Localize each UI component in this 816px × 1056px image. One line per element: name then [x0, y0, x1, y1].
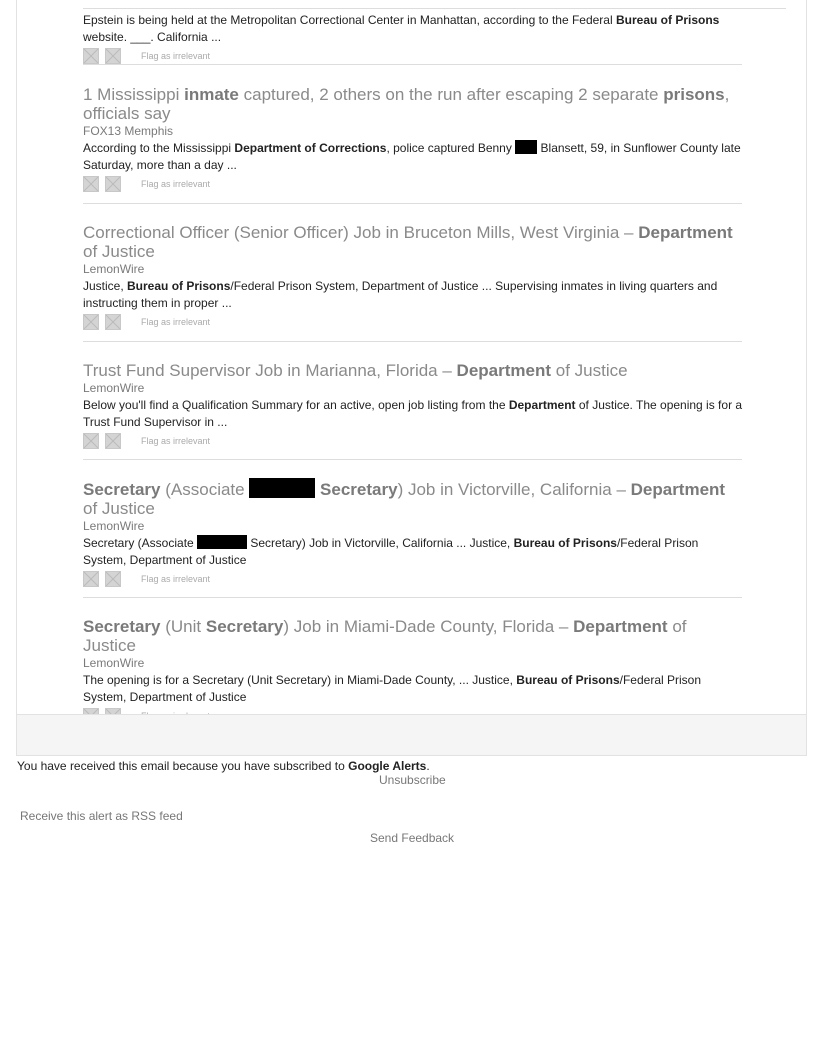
result-item [83, 361, 743, 450]
broken-image-icon[interactable] [105, 571, 121, 587]
divider [83, 64, 742, 65]
result-actions [83, 47, 743, 65]
footer-band [17, 714, 806, 755]
result-source: LemonWire [83, 262, 145, 276]
result-title[interactable]: Trust Fund Supervisor Job in Marianna, Florida – Department of Justice [83, 361, 628, 380]
divider [83, 341, 742, 342]
unsubscribe-link[interactable]: Unsubscribe [379, 773, 446, 787]
result-source: FOX13 Memphis [83, 124, 174, 138]
result-item [83, 85, 743, 193]
result-title[interactable]: Correctional Officer (Senior Officer) Job in Bruceton Mills, West Virginia – Department of Justice [83, 223, 733, 261]
send-feedback-link[interactable]: Send Feedback [370, 831, 455, 845]
flag-irrelevant-link[interactable]: Flag as irrelevant [141, 574, 211, 584]
broken-image-icon[interactable] [83, 571, 99, 587]
broken-image-icon[interactable] [83, 314, 99, 330]
divider [83, 203, 742, 204]
result-item [83, 478, 743, 588]
result-item [83, 223, 743, 331]
flag-irrelevant-link[interactable]: Flag as irrelevant [141, 317, 211, 327]
result-actions [83, 570, 743, 588]
divider [83, 8, 786, 9]
result-title[interactable]: Secretary (Unit Secretary) Job in Miami-Dade County, Florida – Department of Justice [83, 617, 687, 655]
result-snippet: Justice, Bureau of Prisons/Federal Prison System, Department of Justice ... Supervising inmates in living quarters and instructing them in proper ... [83, 279, 718, 310]
flag-irrelevant-link[interactable]: Flag as irrelevant [141, 179, 211, 189]
broken-image-icon[interactable] [105, 48, 121, 64]
result-actions [83, 175, 743, 193]
result-item [83, 12, 743, 65]
result-snippet: The opening is for a Secretary (Unit Secretary) in Miami-Dade County, ... Justice, Bureau of Prisons/Federal Prison System, Department of Justice [83, 673, 702, 704]
result-title[interactable]: 1 Mississippi inmate captured, 2 others on the run after escaping 2 separate prisons, officials say [83, 85, 730, 123]
result-source: LemonWire [83, 656, 145, 670]
result-snippet: Epstein is being held at the Metropolitan Correctional Center in Manhattan, according to the Federal Bureau of Prisons website. ___. California ... [83, 13, 720, 44]
alert-results-panel [16, 0, 807, 756]
divider [83, 597, 742, 598]
broken-image-icon[interactable] [83, 48, 99, 64]
broken-image-icon[interactable] [105, 176, 121, 192]
result-snippet: Below you'll find a Qualification Summary for an active, open job listing from the Department of Justice. The opening is for a Trust Fund Supervisor in ... [83, 398, 743, 429]
result-snippet: Secretary (Associate Secretary) Job in Victorville, California ... Justice, Bureau of Prisons/Federal Prison System, Department of Justice [83, 536, 699, 567]
divider [83, 459, 742, 460]
broken-image-icon[interactable] [105, 433, 121, 449]
flag-irrelevant-link[interactable]: Flag as irrelevant [141, 51, 211, 61]
result-actions [83, 313, 743, 331]
result-actions [83, 432, 743, 450]
result-item [83, 617, 743, 725]
broken-image-icon[interactable] [83, 433, 99, 449]
redaction-block [249, 478, 315, 498]
flag-irrelevant-link[interactable]: Flag as irrelevant [141, 436, 211, 446]
result-title[interactable]: Secretary (Associate Secretary) Job in Victorville, California – Department of Justice [83, 480, 726, 518]
result-source: LemonWire [83, 381, 145, 395]
subscription-notice: You have received this email because you have subscribed to Google Alerts. [17, 759, 430, 773]
redaction-block [197, 535, 247, 549]
broken-image-icon[interactable] [105, 314, 121, 330]
rss-feed-link[interactable]: Receive this alert as RSS feed [20, 809, 183, 823]
result-snippet: According to the Mississippi Department of Corrections, police captured Benny Blansett, 59, in Sunflower County late Saturday, more than a day ... [83, 141, 741, 172]
broken-image-icon[interactable] [83, 176, 99, 192]
result-source: LemonWire [83, 519, 145, 533]
redaction-block [515, 140, 537, 154]
